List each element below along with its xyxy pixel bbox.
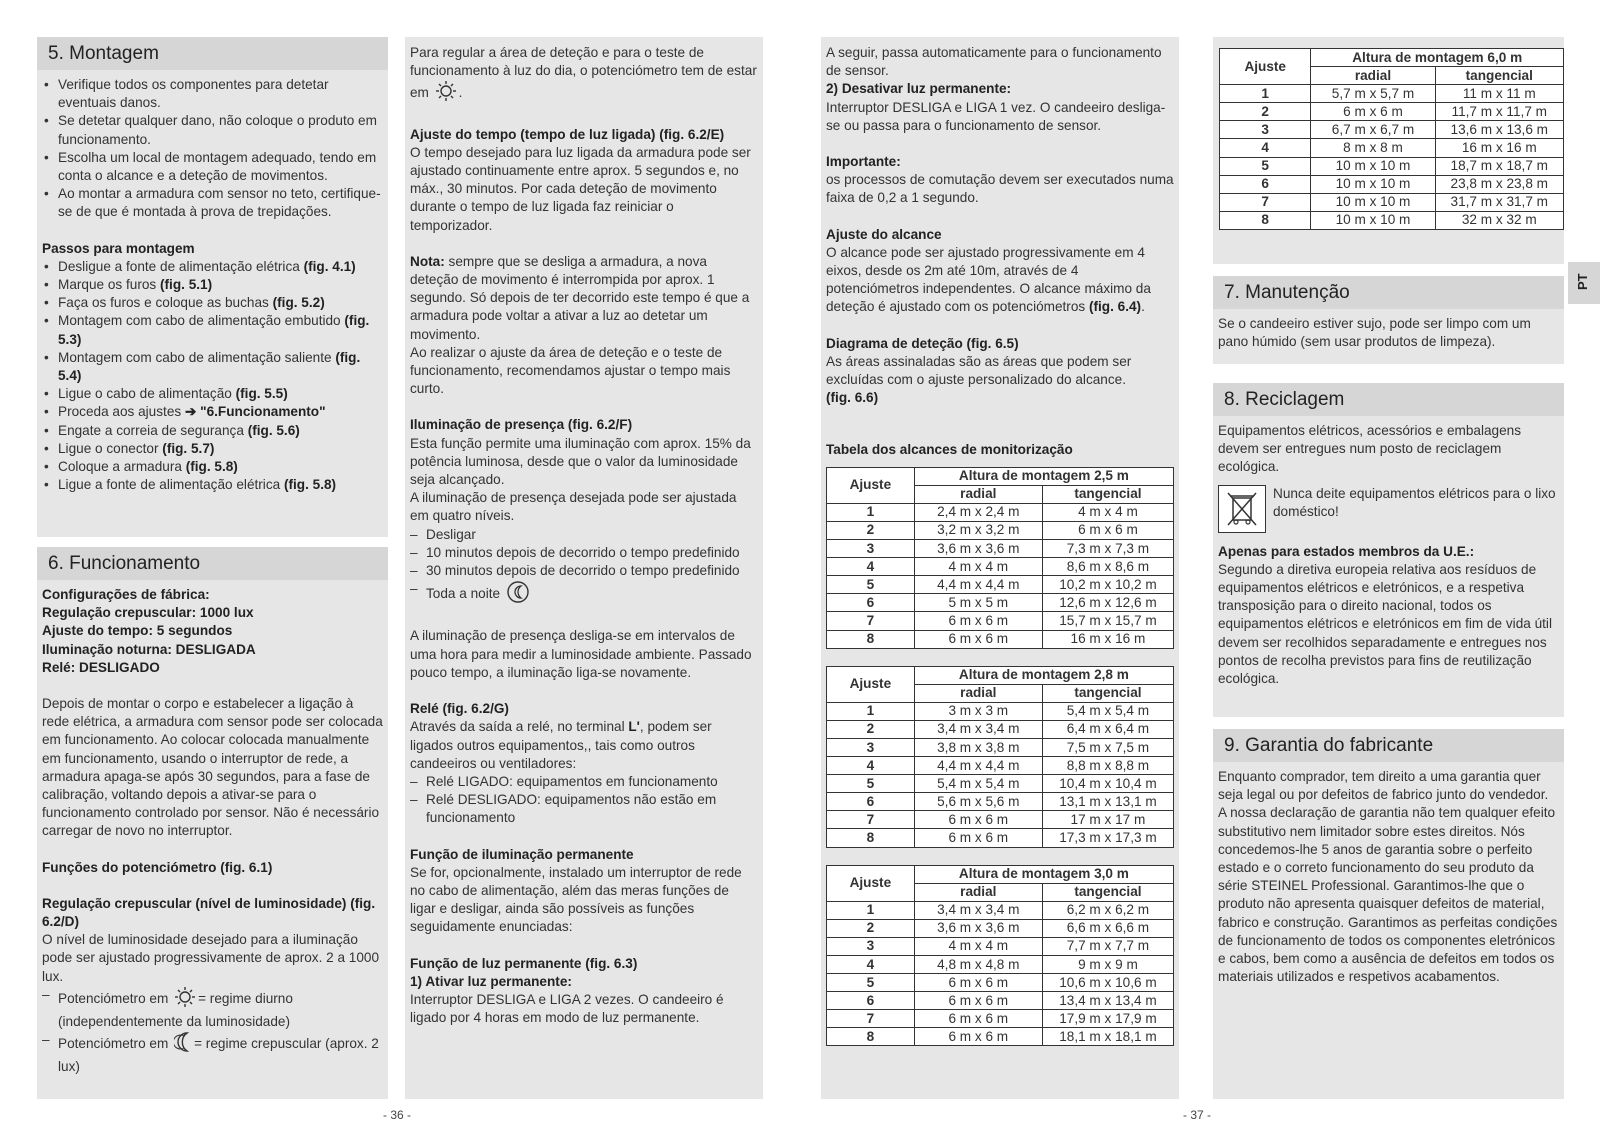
cell-radial: 5 m x 5 m — [914, 594, 1042, 612]
permanent-text: Se for, opcionalmente, instalado um interruptor de rede no cabo de alimentação, além das meras funções de ligar e desligar, ainda são possíveis as funções seguidamente enunciadas: — [410, 864, 742, 935]
checklist-item: • Verifique todos os componentes para detetar eventuais danos. — [58, 76, 383, 112]
montagem-step — [58, 385, 383, 403]
time-text: O tempo desejado para luz ligada da armadura pode ser ajustado continuamente entre aprox. 5 segundos e, no máx., 30 minutos. Por cada deteção de movimento durante o tempo de luz ligada faz reiniciar o temporizador. — [410, 144, 751, 233]
section-title-garantia: 9. Garantia do fabricante — [1213, 729, 1564, 762]
cell-radial: 4,4 m x 4,4 m — [914, 576, 1042, 594]
deactivate-text: Interruptor DESLIGA e LIGA 1 vez. O candeeiro desliga-se ou passa para o funcionamento de sensor. — [826, 99, 1166, 133]
cell-tangencial: 4 m x 4 m — [1042, 503, 1173, 521]
important-text: os processos de comutação devem ser executados numa faixa de 0,2 a 1 segundo. — [826, 172, 1174, 206]
cell-ajuste: 4 — [1220, 139, 1311, 157]
col-header-ajuste: Ajuste — [1220, 49, 1311, 85]
col-header-radial: radial — [914, 883, 1042, 901]
range-table-2-5m — [826, 467, 1174, 649]
page-number-left: - 36 - — [383, 1108, 412, 1122]
steps-title: Passos para montagem — [42, 240, 195, 256]
cell-ajuste: 1 — [827, 503, 915, 521]
diagram-text: As áreas assinaladas são as áreas que podem ser excluídas com o ajuste personalizado do alcance. — [826, 353, 1132, 388]
step-figure-ref: (fig. 5.8) — [185, 459, 238, 475]
table-row — [827, 775, 1174, 793]
step-text: Ligue o cabo de alimentação — [58, 386, 236, 402]
table-row — [1220, 175, 1564, 193]
cell-radial: 4,8 m x 4,8 m — [914, 956, 1042, 974]
language-tab-label: PT — [1575, 273, 1590, 290]
presence-text-3: A iluminação de presença desliga-se em intervalos de uma hora para medir a luminosidade ambiente. Passado pouco tempo, a iluminação liga-se novamente. — [410, 628, 752, 680]
cell-radial: 6,7 m x 6,7 m — [1311, 121, 1435, 139]
checklist-item: • Se detetar qualquer dano, não coloque o produto em funcionamento. — [58, 112, 383, 148]
table-row — [827, 738, 1174, 756]
col-header-radial: radial — [1311, 67, 1435, 85]
step-figure-ref: (fig. 5.3) — [58, 313, 370, 347]
col-header-radial: radial — [914, 485, 1042, 503]
col-header-radial: radial — [914, 684, 1042, 702]
note-text-2: Ao realizar o ajuste da área de deteção e o teste de funcionamento, recomendamos ajustar o tempo mais curto. — [410, 344, 731, 397]
table-row — [1220, 121, 1564, 139]
cell-ajuste: 1 — [1220, 85, 1311, 103]
cell-radial: 3,4 m x 3,4 m — [914, 901, 1042, 919]
cell-tangencial: 5,4 m x 5,4 m — [1042, 702, 1173, 720]
col-header-tangencial: tangencial — [1042, 883, 1173, 901]
crep-day-option — [58, 986, 383, 1031]
note-label: Nota: — [410, 253, 445, 269]
montagem-step — [58, 422, 383, 440]
cell-tangencial: 10,4 m x 10,4 m — [1042, 775, 1173, 793]
table-row — [827, 919, 1174, 937]
range-table-2-8m — [826, 666, 1174, 848]
step-text: Ligue o conector — [58, 440, 163, 456]
sun-icon — [174, 986, 196, 1013]
cell-ajuste: 4 — [827, 558, 915, 576]
cell-ajuste: 4 — [827, 757, 915, 775]
range-table-6m-box — [1213, 37, 1564, 264]
cell-radial: 10 m x 10 m — [1311, 157, 1435, 175]
language-tab — [1568, 262, 1600, 304]
table-row — [827, 811, 1174, 829]
montagem-step — [58, 349, 383, 385]
reach-text — [826, 244, 1174, 317]
diagram-title: Diagrama de deteção (fig. 6.5) — [826, 335, 1019, 351]
crep-day-b: = regime diurno (independentemente da luminosidade) — [58, 991, 293, 1030]
presence-level — [426, 580, 758, 609]
cell-tangencial: 7,5 m x 7,5 m — [1042, 738, 1173, 756]
cell-radial: 10 m x 10 m — [1311, 175, 1435, 193]
cell-ajuste: 6 — [827, 793, 915, 811]
section-title-manutencao: 7. Manutenção — [1213, 276, 1564, 309]
table-header-row — [827, 467, 1174, 485]
table-row — [1220, 193, 1564, 211]
reach-text-body: O alcance pode ser ajustado progressivamente em 4 eixos, desde os 2m até 10m, através de 4 potenciómetros independentes. O alcance máximo da deteção é ajustado com os potenciómetros — [826, 244, 1151, 315]
montagem-steps — [42, 258, 383, 495]
page-number-right: - 37 - — [1183, 1108, 1212, 1122]
cell-ajuste: 5 — [1220, 157, 1311, 175]
cell-radial: 4 m x 4 m — [914, 558, 1042, 576]
table-row — [827, 757, 1174, 775]
cell-ajuste: 7 — [827, 612, 915, 630]
cell-tangencial: 8,8 m x 8,8 m — [1042, 757, 1173, 775]
cell-ajuste: 7 — [827, 811, 915, 829]
cell-tangencial: 9 m x 9 m — [1042, 956, 1173, 974]
diagram-ref: (fig. 6.6) — [826, 390, 879, 406]
cell-radial: 6 m x 6 m — [914, 974, 1042, 992]
crossed-bin-icon — [1218, 485, 1266, 533]
relay-options — [410, 773, 758, 828]
cell-radial: 2,4 m x 2,4 m — [914, 503, 1042, 521]
step-text: Ligue a fonte de alimentação elétrica — [58, 477, 284, 493]
crep-options — [42, 986, 383, 1077]
col-header-height: Altura de montagem 2,5 m — [914, 467, 1173, 485]
crep-text: O nível de luminosidade desejado para a iluminação pode ser ajustado progressivamente de aprox. 2 a 1000 lux. — [42, 932, 380, 984]
presence-title: Iluminação de presença (fig. 6.2/F) — [410, 417, 633, 433]
section-garantia — [1213, 729, 1564, 1099]
range-table — [826, 666, 1174, 848]
col-header-ajuste: Ajuste — [827, 865, 915, 901]
permanent-light-title: Função de luz permanente (fig. 6.3) — [410, 955, 638, 971]
cell-radial: 5,4 m x 5,4 m — [914, 775, 1042, 793]
factory-setting: Regulação crepuscular: 1000 lux — [42, 605, 254, 621]
table-row — [827, 521, 1174, 539]
cell-ajuste: 2 — [827, 521, 915, 539]
column-2 — [405, 37, 763, 1099]
range-table-3-0m — [826, 865, 1174, 1047]
section-title-funcionamento: 6. Funcionamento — [37, 547, 388, 580]
cell-radial: 3 m x 3 m — [914, 702, 1042, 720]
table-row — [827, 1010, 1174, 1028]
cell-radial: 6 m x 6 m — [914, 612, 1042, 630]
moon-clock-icon — [506, 580, 530, 609]
cell-ajuste: 8 — [827, 630, 915, 648]
montagem-step — [58, 276, 383, 294]
factory-setting: Relé: DESLIGADO — [42, 659, 160, 675]
cell-radial: 6 m x 6 m — [914, 992, 1042, 1010]
cell-ajuste: 8 — [1220, 211, 1311, 229]
cell-ajuste: 7 — [827, 1010, 915, 1028]
cell-tangencial: 23,8 m x 23,8 m — [1435, 175, 1563, 193]
cell-tangencial: 10,2 m x 10,2 m — [1042, 576, 1173, 594]
presence-level: – 10 minutos depois de decorrido o tempo predefinido — [426, 544, 758, 562]
detection-area-text — [410, 44, 758, 108]
montagem-step — [58, 403, 383, 421]
step-figure-ref: (fig. 5.8) — [283, 477, 337, 493]
factory-setting: Ajuste do tempo: 5 segundos — [42, 623, 233, 639]
table-header-row — [827, 666, 1174, 684]
step-figure-ref: (fig. 4.1) — [303, 258, 356, 274]
col-header-ajuste: Ajuste — [827, 666, 915, 702]
montagem-step — [58, 440, 383, 458]
step-text: Faça os furos e coloque as buchas — [58, 295, 273, 311]
cell-tangencial: 18,7 m x 18,7 m — [1435, 157, 1563, 175]
cell-tangencial: 17,3 m x 17,3 m — [1042, 829, 1173, 847]
col-header-tangencial: tangencial — [1042, 684, 1173, 702]
cell-radial: 5,6 m x 5,6 m — [914, 793, 1042, 811]
cell-ajuste: 3 — [827, 738, 915, 756]
table-row — [827, 503, 1174, 521]
table-row — [827, 540, 1174, 558]
sun-icon — [435, 80, 457, 107]
cell-tangencial: 6,4 m x 6,4 m — [1042, 720, 1173, 738]
table-row — [1220, 139, 1564, 157]
montagem-step — [58, 458, 383, 476]
table-row — [1220, 157, 1564, 175]
cell-ajuste: 6 — [827, 594, 915, 612]
factory-setting: Configurações de fábrica: — [42, 587, 210, 602]
cell-tangencial: 7,7 m x 7,7 m — [1042, 937, 1173, 955]
permanent-light-activate: 1) Ativar luz permanente: — [410, 973, 572, 989]
table-row — [827, 956, 1174, 974]
moon-icon — [174, 1031, 192, 1058]
presence-level-all-night: Toda a noite — [426, 586, 501, 602]
section-reciclagem — [1213, 383, 1564, 717]
cell-tangencial: 11,7 m x 11,7 m — [1435, 103, 1563, 121]
presence-levels — [410, 526, 758, 610]
cell-ajuste: 1 — [827, 702, 915, 720]
cell-ajuste: 3 — [827, 540, 915, 558]
range-table — [826, 865, 1174, 1047]
cell-ajuste: 1 — [827, 901, 915, 919]
cell-tangencial: 8,6 m x 8,6 m — [1042, 558, 1173, 576]
cell-tangencial: 13,6 m x 13,6 m — [1435, 121, 1563, 139]
table-row — [1220, 85, 1564, 103]
table-row — [827, 612, 1174, 630]
cell-tangencial: 12,6 m x 12,6 m — [1042, 594, 1173, 612]
section-title-montagem: 5. Montagem — [37, 37, 388, 70]
table-row — [827, 576, 1174, 594]
table-row — [827, 992, 1174, 1010]
cell-radial: 6 m x 6 m — [914, 630, 1042, 648]
cell-radial: 3,4 m x 3,4 m — [914, 720, 1042, 738]
table-row — [827, 594, 1174, 612]
eu-title: Apenas para estados membros da U.E.: — [1218, 543, 1475, 559]
crep-title: Regulação crepuscular (nível de luminosidade) (fig. 6.2/D) — [42, 895, 376, 930]
bin-notice — [1218, 485, 1559, 533]
table-row — [827, 1028, 1174, 1046]
presence-level: – 30 minutos depois de decorrido o tempo predefinido — [426, 562, 758, 580]
funcionamento-intro: Depois de montar o corpo e estabelecer a ligação à rede elétrica, a armadura com sensor pode ser colocada em funcionamento. Ao colocar colocada manualmente em funcionamento, usando o interruptor de rede, a armadura apaga-se após 30 segundos, para a fase de calibração, voltando depois a ativar-se para o funcionamento controlado por sensor. Não é necessário carregar de novo no interruptor. — [42, 696, 383, 839]
section-montagem — [37, 37, 388, 537]
cell-tangencial: 11 m x 11 m — [1435, 85, 1563, 103]
table-row — [1220, 211, 1564, 229]
range-table-6-0m — [1219, 48, 1564, 230]
cell-radial: 6 m x 6 m — [914, 1010, 1042, 1028]
important-title: Importante: — [826, 154, 901, 170]
cell-tangencial: 32 m x 32 m — [1435, 211, 1563, 229]
relay-text-a: Através da saída a relé, no terminal — [410, 719, 629, 735]
step-text: Montagem com cabo de alimentação saliente — [58, 349, 336, 365]
cell-ajuste: 5 — [827, 576, 915, 594]
cell-ajuste: 5 — [827, 775, 915, 793]
eu-text: Segundo a diretiva europeia relativa aos resíduos de equipamentos elétricos e eletrónicos, e a respetiva transposição para o direito nacional, todos os equipamentos elétricos e eletrónicos em fim de vida útil devem ser recolhidos separadamente e entregues nos pontos de recolha previstos para fins de reutilização ecológica. — [1218, 561, 1552, 687]
cell-ajuste: 6 — [1220, 175, 1311, 193]
cell-ajuste: 5 — [827, 974, 915, 992]
col-header-tangencial: tangencial — [1435, 67, 1563, 85]
cell-ajuste: 2 — [827, 919, 915, 937]
cell-tangencial: 15,7 m x 15,7 m — [1042, 612, 1173, 630]
table-row — [827, 793, 1174, 811]
table-row — [827, 720, 1174, 738]
cell-tangencial: 7,3 m x 7,3 m — [1042, 540, 1173, 558]
presence-text: Esta função permite uma iluminação com aprox. 15% da potência luminosa, desde que o valor da luminosidade seja alcançado. — [410, 435, 751, 488]
montagem-step — [58, 476, 383, 494]
bin-text: Nunca deite equipamentos elétricos para o lixo doméstico! — [1273, 485, 1556, 519]
step-figure-ref: (fig. 5.4) — [58, 349, 361, 384]
note-text — [410, 253, 758, 344]
step-text: Engate a correia de segurança — [58, 422, 248, 438]
table-header-row — [1220, 49, 1564, 67]
cell-tangencial: 13,4 m x 13,4 m — [1042, 992, 1173, 1010]
permanent-light-text: Interruptor DESLIGA e LIGA 2 vezes. O candeeiro é ligado por 4 horas em modo de luz permanente. — [410, 991, 724, 1026]
cell-ajuste: 3 — [827, 937, 915, 955]
cell-radial: 10 m x 10 m — [1311, 193, 1435, 211]
relay-text-b: , podem ser ligados outros equipamentos,, tais como outros candeeiros ou ventiladores: — [410, 719, 712, 771]
cell-tangencial: 6 m x 6 m — [1042, 521, 1173, 539]
relay-title: Relé (fig. 6.2/G) — [410, 701, 509, 717]
cell-tangencial: 31,7 m x 31,7 m — [1435, 193, 1563, 211]
cell-ajuste: 8 — [827, 829, 915, 847]
detection-area-p1: Para regular a área de deteção e para o teste de funcionamento à luz do dia, o potenciómetro tem de estar em — [410, 45, 757, 101]
factory-setting: Iluminação noturna: DESLIGADA — [42, 641, 256, 657]
relay-option: – Relé LIGADO: equipamentos em funcionamento — [426, 773, 758, 791]
col-header-tangencial: tangencial — [1042, 485, 1173, 503]
col-header-height: Altura de montagem 3,0 m — [914, 865, 1173, 883]
cell-ajuste: 6 — [827, 992, 915, 1010]
reciclagem-text: Equipamentos elétricos, acessórios e embalagens devem ser entregues num posto de reciclagem ecológica. — [1218, 423, 1522, 475]
step-text: Coloque a armadura — [58, 459, 186, 475]
cell-tangencial: 10,6 m x 10,6 m — [1042, 974, 1173, 992]
cell-tangencial: 17,9 m x 17,9 m — [1042, 1010, 1173, 1028]
crep-day-a: Potenciómetro em — [58, 991, 173, 1007]
cell-ajuste: 7 — [1220, 193, 1311, 211]
time-title: Ajuste do tempo (tempo de luz ligada) (fig. 6.2/E) — [410, 126, 725, 142]
col-header-height: Altura de montagem 6,0 m — [1311, 49, 1564, 67]
relay-text — [410, 718, 758, 773]
note-body: sempre que se desliga a armadura, a nova deteção de movimento é interrompida por aprox. 1 segundo. Só depois de ter decorrido este tempo é que a armadura pode voltar a ativar a luz ao detetar um movimento. — [410, 253, 750, 342]
cell-radial: 8 m x 8 m — [1311, 139, 1435, 157]
crep-night-option — [58, 1031, 383, 1076]
step-figure-ref: (fig. 5.1) — [160, 277, 213, 293]
cell-tangencial: 16 m x 16 m — [1435, 139, 1563, 157]
deactivate-title: 2) Desativar luz permanente: — [826, 81, 1012, 97]
cell-ajuste: 2 — [1220, 103, 1311, 121]
cell-tangencial: 16 m x 16 m — [1042, 630, 1173, 648]
presence-level: – Desligar — [426, 526, 758, 544]
cell-radial: 6 m x 6 m — [914, 829, 1042, 847]
relay-option: – Relé DESLIGADO: equipamentos não estão em funcionamento — [426, 791, 758, 827]
permanent-title: Função de iluminação permanente — [410, 846, 634, 862]
cell-ajuste: 8 — [827, 1028, 915, 1046]
table-row — [827, 901, 1174, 919]
col-header-ajuste: Ajuste — [827, 467, 915, 503]
table-row — [827, 974, 1174, 992]
table-row — [827, 558, 1174, 576]
table-title: Tabela dos alcances de monitorização — [826, 442, 1073, 458]
detection-area-end: . — [458, 85, 463, 101]
step-figure-ref: (fig. 5.5) — [235, 386, 288, 402]
cell-tangencial: 13,1 m x 13,1 m — [1042, 793, 1173, 811]
reach-ref: (fig. 6.4) — [1088, 299, 1142, 315]
column-3 — [821, 37, 1179, 1099]
checklist-item: • Ao montar a armadura com sensor no teto, certifique-se de que é montada à prova de trepidações. — [58, 185, 383, 221]
cell-ajuste: 2 — [827, 720, 915, 738]
step-figure-ref: ➔ "6.Funcionamento" — [184, 404, 326, 420]
step-figure-ref: (fig. 5.7) — [162, 440, 215, 456]
step-figure-ref: (fig. 5.2) — [272, 295, 325, 311]
garantia-text: Enquanto comprador, tem direito a uma garantia quer seja legal ou por defeitos de fabrico junto do vendedor. A nossa declaração de garantia não tem qualquer efeito substitutivo nem limitador sobre estes direitos. Nós concedemos-lhe 5 anos de garantia sobre o perfeito estado e o correto funcionamento do seu produto da série STEINEL Professional. Garantimos-lhe que o produto não apresenta quaisquer defeitos de material, fabrico e construção. Garantimos as perfeitas condições de funcionamento de todos os componentes eletrónicos e cabos, bem como a ausência de defeitos em todos os materiais utilizados e respetivos acabamentos. — [1218, 769, 1558, 985]
section-funcionamento — [37, 547, 388, 1099]
table-row — [827, 702, 1174, 720]
reach-title: Ajuste do alcance — [826, 226, 942, 242]
col-header-height: Altura de montagem 2,8 m — [914, 666, 1173, 684]
cell-tangencial: 6,6 m x 6,6 m — [1042, 919, 1173, 937]
cell-radial: 4 m x 4 m — [914, 937, 1042, 955]
table-header-row — [827, 865, 1174, 883]
cell-radial: 3,6 m x 3,6 m — [914, 919, 1042, 937]
factory-settings — [42, 586, 383, 677]
cell-radial: 3,6 m x 3,6 m — [914, 540, 1042, 558]
cell-tangencial: 18,1 m x 18,1 m — [1042, 1028, 1173, 1046]
cell-radial: 5,7 m x 5,7 m — [1311, 85, 1435, 103]
presence-text-2: A iluminação de presença desejada pode ser ajustada em quatro níveis. — [410, 490, 737, 524]
cell-ajuste: 3 — [1220, 121, 1311, 139]
range-table — [1219, 48, 1564, 230]
cell-ajuste: 4 — [827, 956, 915, 974]
montagem-step — [58, 294, 383, 312]
relay-terminal: L' — [628, 719, 640, 735]
montagem-step — [58, 258, 383, 276]
cell-radial: 6 m x 6 m — [914, 1028, 1042, 1046]
table-row — [1220, 103, 1564, 121]
cell-radial: 10 m x 10 m — [1311, 211, 1435, 229]
section-title-reciclagem: 8. Reciclagem — [1213, 383, 1564, 416]
table-row — [827, 630, 1174, 648]
step-text: Proceda aos ajustes — [58, 404, 185, 420]
range-table — [826, 467, 1174, 649]
cell-tangencial: 6,2 m x 6,2 m — [1042, 901, 1173, 919]
cell-tangencial: 17 m x 17 m — [1042, 811, 1173, 829]
montagem-checklist — [42, 76, 383, 222]
montagem-step — [58, 312, 383, 348]
cell-radial: 4,4 m x 4,4 m — [914, 757, 1042, 775]
step-text: Desligue a fonte de alimentação elétrica — [58, 258, 304, 274]
auto-sensor-text: A seguir, passa automaticamente para o funcionamento de sensor. — [826, 45, 1162, 79]
section-manutencao — [1213, 276, 1564, 364]
table-row — [827, 829, 1174, 847]
pot-title: Funções do potenciómetro (fig. 6.1) — [42, 859, 273, 875]
step-text: Montagem com cabo de alimentação embutido — [58, 313, 345, 329]
cell-radial: 6 m x 6 m — [1311, 103, 1435, 121]
cell-radial: 3,8 m x 3,8 m — [914, 738, 1042, 756]
manutencao-text: Se o candeeiro estiver sujo, pode ser limpo com um pano húmido (sem usar produtos de limpeza). — [1218, 316, 1531, 350]
crep-night-b: = regime crepuscular (aprox. 2 lux) — [58, 1036, 379, 1075]
reach-end: . — [1141, 299, 1145, 315]
step-text: Marque os furos — [58, 277, 160, 293]
crep-night-a: Potenciómetro em — [58, 1036, 173, 1052]
table-row — [827, 937, 1174, 955]
cell-radial: 6 m x 6 m — [914, 811, 1042, 829]
cell-radial: 3,2 m x 3,2 m — [914, 521, 1042, 539]
checklist-item: • Escolha um local de montagem adequado, tendo em conta o alcance e a deteção de movimentos. — [58, 149, 383, 185]
step-figure-ref: (fig. 5.6) — [247, 422, 300, 438]
